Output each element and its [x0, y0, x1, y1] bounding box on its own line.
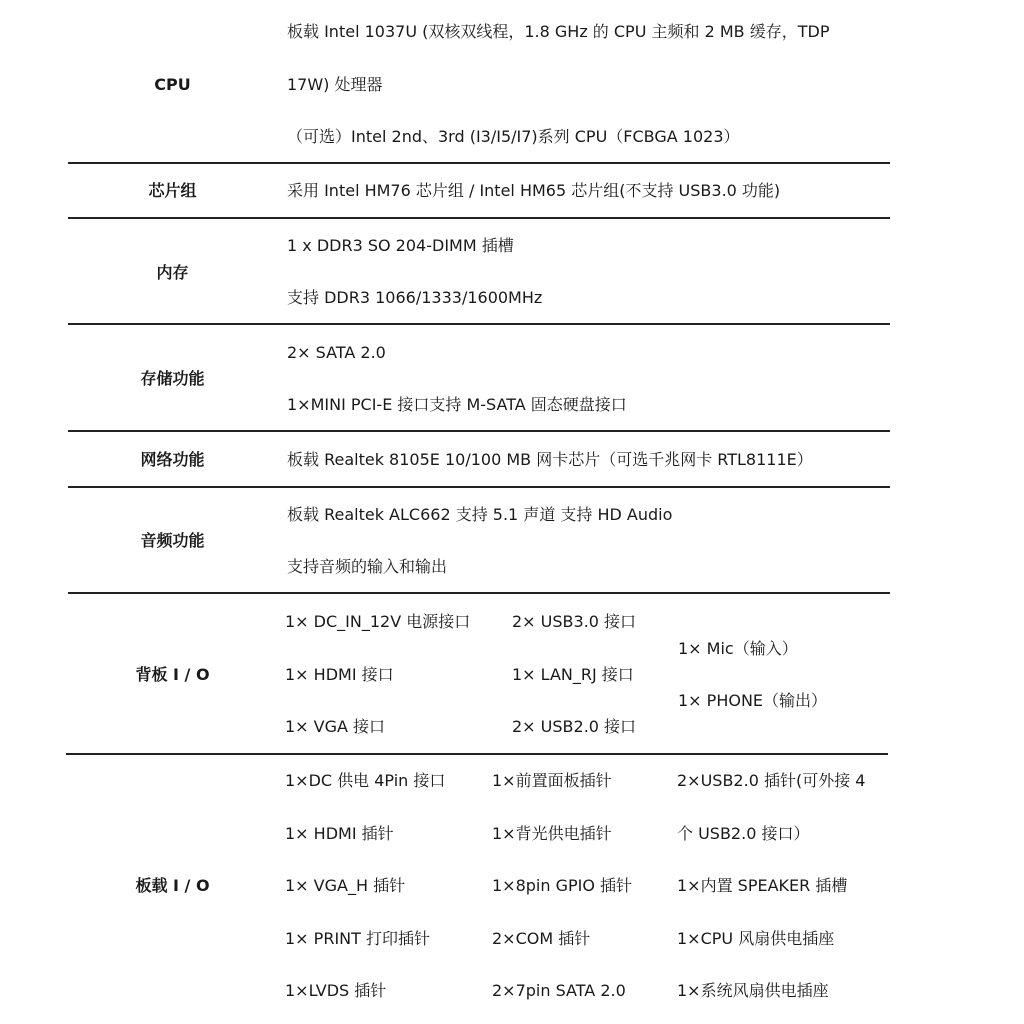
- row-divider: [68, 217, 890, 219]
- row-divider: [68, 592, 890, 594]
- row-divider: [68, 430, 890, 432]
- onboard-io-item: 1×系统风扇供电插座: [677, 981, 829, 1000]
- row-label-onboard-io: 板载 I / O: [135, 876, 210, 895]
- row-label-audio: 音频功能: [140, 531, 205, 550]
- cpu-line: （可选）Intel 2nd、3rd (I3/I5/I7)系列 CPU（FCBGA 1023）: [287, 127, 740, 146]
- onboard-io-item: 个 USB2.0 接口）: [677, 824, 810, 843]
- onboard-io-item: 1×背光供电插针: [492, 824, 612, 843]
- row-divider: [68, 486, 890, 488]
- row-divider: [66, 753, 888, 755]
- rear-io-item: 1× Mic（输入）: [678, 639, 798, 658]
- onboard-io-item: 2×COM 插针: [492, 929, 591, 948]
- onboard-io-item: 1×内置 SPEAKER 插槽: [677, 876, 848, 895]
- rear-io-item: 2× USB3.0 接口: [512, 612, 637, 631]
- onboard-io-item: 1×8pin GPIO 插针: [492, 876, 633, 895]
- rear-io-item: 1× HDMI 接口: [285, 665, 394, 684]
- memory-line: 1 x DDR3 SO 204-DIMM 插槽: [287, 236, 514, 255]
- onboard-io-item: 1×LVDS 插针: [285, 981, 387, 1000]
- audio-line: 支持音频的输入和输出: [287, 557, 448, 576]
- cpu-line: 17W) 处理器: [287, 75, 383, 94]
- rear-io-item: 1× LAN_RJ 接口: [512, 665, 634, 684]
- memory-line: 支持 DDR3 1066/1333/1600MHz: [287, 288, 543, 307]
- row-label-network: 网络功能: [140, 450, 205, 469]
- row-divider: [68, 323, 890, 325]
- cpu-line: 板载 Intel 1037U (双核双线程，1.8 GHz 的 CPU 主频和 2 MB 缓存，TDP: [287, 22, 830, 41]
- onboard-io-item: 1× VGA_H 插针: [285, 876, 406, 895]
- network-line: 板载 Realtek 8105E 10/100 MB 网卡芯片（可选千兆网卡 RTL8111E）: [287, 450, 813, 469]
- storage-line: 1×MINI PCI-E 接口支持 M-SATA 固态硬盘接口: [287, 395, 627, 414]
- row-label-rear-io: 背板 I / O: [135, 665, 210, 684]
- audio-line: 板载 Realtek ALC662 支持 5.1 声道 支持 HD Audio: [287, 505, 673, 524]
- row-divider: [68, 162, 890, 164]
- row-label-storage: 存储功能: [140, 369, 205, 388]
- onboard-io-item: 1×DC 供电 4Pin 接口: [285, 771, 446, 790]
- onboard-io-item: 1×前置面板插针: [492, 771, 612, 790]
- row-label-chipset: 芯片组: [148, 181, 197, 200]
- rear-io-item: 1× VGA 接口: [285, 717, 386, 736]
- chipset-line: 采用 Intel HM76 芯片组 / Intel HM65 芯片组(不支持 USB3.0 功能): [287, 181, 781, 200]
- onboard-io-item: 1× HDMI 插针: [285, 824, 394, 843]
- rear-io-item: 1× PHONE（输出）: [678, 691, 828, 710]
- onboard-io-item: 1×CPU 风扇供电插座: [677, 929, 835, 948]
- row-label-memory: 内存: [156, 263, 189, 282]
- rear-io-item: 1× DC_IN_12V 电源接口: [285, 612, 471, 631]
- onboard-io-item: 1× PRINT 打印插针: [285, 929, 430, 948]
- rear-io-item: 2× USB2.0 接口: [512, 717, 637, 736]
- storage-line: 2× SATA 2.0: [287, 343, 386, 362]
- onboard-io-item: 2×USB2.0 插针(可外接 4: [677, 771, 866, 790]
- row-label-cpu: CPU: [154, 75, 191, 94]
- onboard-io-item: 2×7pin SATA 2.0: [492, 981, 626, 1000]
